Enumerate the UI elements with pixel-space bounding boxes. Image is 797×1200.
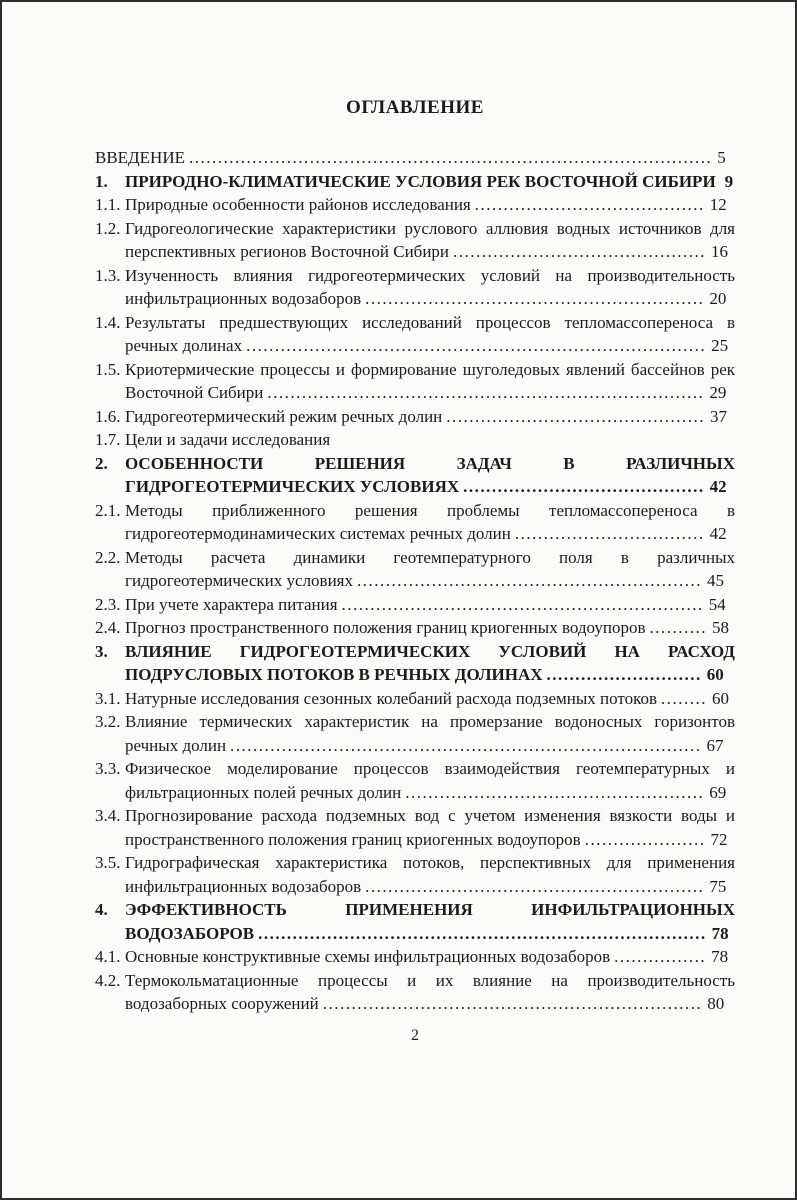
entry-page-number: 69 <box>709 782 727 802</box>
entry-number: 3.4. <box>95 806 121 825</box>
toc-entry <box>95 264 735 311</box>
dot-leader: ..................... <box>584 829 706 849</box>
entry-text: Гидрогеологические характеристики руслового аллювия водных источников для перспективных регионов Восточной Сибири <box>125 218 735 261</box>
toc-entry <box>95 193 735 217</box>
dot-leader: ............................................. <box>446 406 706 426</box>
dot-leader: ............................................ <box>453 242 707 261</box>
entry-text: Криотермические процессы и формирование шуголедовых явлений бассейнов рек Восточной Сибири <box>125 359 735 402</box>
entry-number: 1. <box>95 171 108 191</box>
entry-number: 3.1. <box>95 688 121 708</box>
entry-number: 2.4. <box>95 618 121 637</box>
entry-page-number: 20 <box>709 289 727 308</box>
entry-number: 4.2. <box>95 970 121 990</box>
entry-page-number: 25 <box>711 336 729 355</box>
entry-number: 1.4. <box>95 312 121 332</box>
toc-entry <box>95 170 735 194</box>
toc-entry <box>95 499 735 546</box>
entry-number: 1.7. <box>95 430 121 449</box>
dot-leader: .................................................... <box>405 782 705 802</box>
entry-number: 3.5. <box>95 853 121 872</box>
dot-leader: .............................................................................. <box>258 923 707 943</box>
dot-leader: ........................................................... <box>365 289 705 308</box>
entry-page-number: 5 <box>717 148 726 167</box>
dot-leader: ............................................................ <box>357 571 703 590</box>
dot-leader: ................................................................................ <box>246 336 707 355</box>
entry-number: 3.2. <box>95 712 121 731</box>
toc-entry <box>95 851 735 898</box>
entry-page-number: 37 <box>710 406 728 426</box>
entry-text: Методы расчета динамики геотемпературного поля в различных гидрогеотермических условиях <box>125 547 735 590</box>
entry-number: 4. <box>95 900 108 919</box>
entry-page-number: 54 <box>708 594 726 614</box>
entry-page-number: 42 <box>709 477 727 496</box>
dot-leader: .......................................... <box>463 477 705 496</box>
entry-text: Гидрографическая характеристика потоков, перспективных для применения инфильтрационных водозаборов <box>125 853 735 896</box>
toc-entry <box>95 898 735 945</box>
toc-list <box>95 146 735 1016</box>
entry-text: ВВЕДЕНИЕ <box>95 148 185 167</box>
entry-text: Результаты предшествующих исследований процессов тепломассопереноса в речных долинах <box>125 312 735 355</box>
dot-leader: ........ <box>661 688 708 708</box>
toc-entry <box>95 757 735 804</box>
footer-page-number: 2 <box>411 1026 419 1044</box>
entry-text: ВЛИЯНИЕ ГИДРОГЕОТЕРМИЧЕСКИХ УСЛОВИЙ НА РАСХОД ПОДРУСЛОВЫХ ПОТОКОВ В РЕЧНЫХ ДОЛИНАХ <box>125 641 735 684</box>
toc-entry <box>95 146 735 170</box>
dot-leader: ................................. <box>514 524 705 543</box>
entry-page-number: 12 <box>709 195 727 214</box>
entry-number: 3.3. <box>95 759 121 778</box>
toc-entry <box>95 687 735 711</box>
entry-text: Цели и задачи исследования <box>125 430 331 449</box>
dot-leader: .................................................................. <box>322 994 703 1013</box>
dot-leader: ........................................ <box>474 195 705 214</box>
entry-page-number: 78 <box>711 947 729 966</box>
entry-page-number: 75 <box>709 876 727 896</box>
toc-entry <box>95 405 735 429</box>
dot-leader: ............................................................... <box>341 594 704 614</box>
toc-entry <box>95 945 735 969</box>
entry-text: ЭФФЕКТИВНОСТЬ ПРИМЕНЕНИЯ ИНФИЛЬТРАЦИОННЫХ ВОДОЗАБОРОВ <box>125 900 735 943</box>
entry-page-number: 45 <box>707 571 725 590</box>
entry-text: Изученность влияния гидрогеотермических условий на производительность инфильтрационных водозаборов <box>125 265 735 308</box>
entry-page-number: 29 <box>709 383 727 402</box>
entry-text: Природные особенности районов исследования <box>125 195 471 214</box>
entry-page-number: 60 <box>712 688 730 708</box>
dot-leader: ............................................................................ <box>267 383 705 402</box>
toc-entry <box>95 428 735 452</box>
entry-number: 3. <box>95 641 108 661</box>
dot-leader: .......... <box>649 618 707 637</box>
entry-text: Прогноз пространственного положения границ криогенных водоупоров <box>125 618 646 637</box>
toc-entry <box>95 710 735 757</box>
entry-number: 2.2. <box>95 547 121 567</box>
entry-text: При учете характера питания <box>125 594 338 614</box>
dot-leader: ........................................................................................... <box>188 148 713 167</box>
dot-leader: ................ <box>614 947 707 966</box>
toc-entry <box>95 969 735 1016</box>
entry-page-number: 42 <box>709 524 727 543</box>
entry-page-number: 78 <box>711 923 729 943</box>
entry-page-number: 9 <box>724 171 734 191</box>
page-content <box>2 2 795 1047</box>
dot-leader: ........................................................... <box>365 876 705 896</box>
entry-number: 2. <box>95 453 108 473</box>
dot-leader: .................................................................................. <box>230 735 702 755</box>
toc-entry <box>95 217 735 264</box>
toc-entry <box>95 640 735 687</box>
entry-text: Основные конструктивные схемы инфильтрационных водозаборов <box>125 947 611 966</box>
entry-number: 1.6. <box>95 406 121 426</box>
entry-text: Прогнозирование расхода подземных вод с учетом изменения вязкости воды и пространственного положения границ криогенных водоупоров <box>125 806 735 849</box>
toc-entry <box>95 452 735 499</box>
entry-text: ОСОБЕННОСТИ РЕШЕНИЯ ЗАДАЧ В РАЗЛИЧНЫХ ГИДРОГЕОТЕРМИЧЕСКИХ УСЛОВИЯХ <box>125 453 735 496</box>
entry-text: Физическое моделирование процессов взаимодействия геотемпературных и фильтрационных полей речных долин <box>125 759 735 802</box>
toc-entry <box>95 311 735 358</box>
toc-entry <box>95 593 735 617</box>
entry-page-number: 67 <box>706 735 724 755</box>
entry-text: Гидрогеотермический режим речных долин <box>125 406 443 426</box>
entry-page-number: 60 <box>706 665 724 684</box>
entry-number: 1.3. <box>95 265 121 285</box>
entry-page-number: 72 <box>710 829 728 849</box>
toc-entry <box>95 616 735 640</box>
entry-number: 2.3. <box>95 594 121 614</box>
entry-text: Методы приближенного решения проблемы тепломассопереноса в гидрогеотермодинамических системах речных долин <box>125 500 735 543</box>
dot-leader: ........................... <box>546 665 702 684</box>
entry-page-number: 80 <box>707 994 725 1013</box>
toc-entry <box>95 546 735 593</box>
entry-number: 1.5. <box>95 359 121 379</box>
entry-number: 4.1. <box>95 947 121 966</box>
entry-text: Натурные исследования сезонных колебаний расхода подземных потоков <box>125 688 658 708</box>
entry-text: Термокольматационные процессы и их влияние на производительность водозаборных сооружений <box>125 970 735 1013</box>
entry-text: Влияние термических характеристик на промерзание водоносных горизонтов речных долин <box>125 712 735 755</box>
entry-number: 1.1. <box>95 195 121 214</box>
entry-page-number: 16 <box>711 242 729 261</box>
entry-page-number: 58 <box>712 618 729 637</box>
toc-entry <box>95 358 735 405</box>
page-title: ОГЛАВЛЕНИЕ <box>346 97 484 118</box>
entry-number: 2.1. <box>95 500 121 520</box>
entry-text: ПРИРОДНО-КЛИМАТИЧЕСКИЕ УСЛОВИЯ РЕК ВОСТОЧНОЙ СИБИРИ <box>125 171 716 191</box>
toc-entry <box>95 804 735 851</box>
entry-number: 1.2. <box>95 218 121 238</box>
